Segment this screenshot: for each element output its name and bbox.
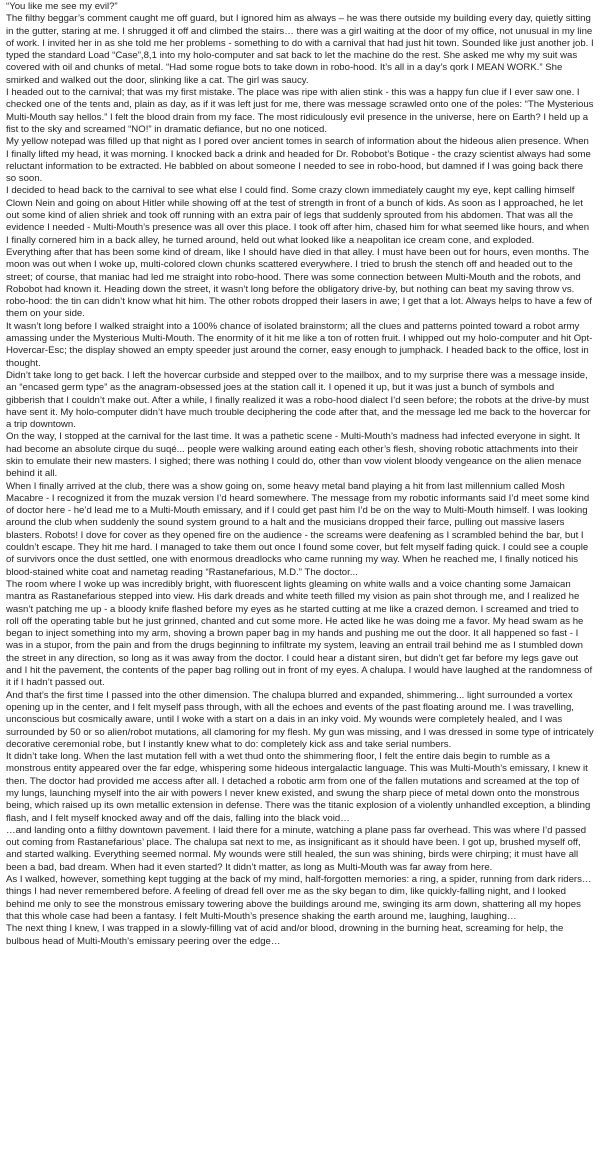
paragraph-4: My yellow notepad was filled up that night as I pored over ancient tomes in search of information about the hideous alien presence. When I finally lifted my head, it was morning. I knocked back a drink and headed for Dr. Robobot’s Botique - the crazy scientist always had some reluctant information to be extracted. He babbled on about someone I needed to see in robo-hood, but damned if I was going back there so soon. [6, 136, 591, 185]
paragraph-2: The filthy beggar’s comment caught me off guard, but I ignored him as always – he was there outside my building every day, quietly sitting in the gutter, staring at me. I shrugged it off and climbed the stairs… there was a girl waiting at the door of my office, not unusual in my line of work. I invited her in as she told me her problems - something to do with a carnival that had just hit town. Sounded like just another job. I typed the standard Load “Case”,8,1 into my holo-computer and sat back to let the machine do the rest. She asked me why my suit was covered with oil and chunks of metal. “Had some rogue bots to take down in robo-hood. It’s all in a day’s qork I MEAN WORK.” She smirked and walked out the door, slinking like a cat. The girl was saucy. [6, 13, 594, 86]
paragraph-6: Everything after that has been some kind of dream, like I should have died in that alley. I must have been out for hours, even months. The moon was out when I woke up, multi-colored clown chunks scattered everywhere. I tried to brush the stench off and headed out to the street; of course, that maniac had led me straight into robo-hood. There was some connection between Multi-Mouth and the robots, and Robobot had known it. Heading down the street, it wasn’t long before the obligatory drive-by, but nothing can beat my saving throw vs. robo-hood: the tin can didn’t know what hit him. The other robots dropped their lasers in awe; I get that a lot. Always helps to have a few of them on your side. [6, 246, 592, 320]
paragraph-12: And that’s the first time I passed into the other dimension. The chalupa blurred and expanded, shimmering... light surrounded a vortex opening up in the center, and I felt myself pass through, with all the echoes and events of the past floating around me. I was travelling, unconscious but cosmically aware, until I woke with a start on a dais in an inky void. My wounds were completely healed, and I was surrounded by 50 or so alien/robot mutations, all clamoring for my flesh. My gun was missing, and I was dressed in some type of intricately decorative ceremonial robe, but I instantly knew what to do: completely kick ass and take serial numbers. [6, 689, 594, 750]
paragraph-11: The room where I woke up was incredibly bright, with fluorescent lights gleaming on white walls and a voice chanting some Jamaican mantra as Rastanefarious stepped into view. His dark dreads and white teeth filled my vision as pain shot through me, and I realized he wasn’t patching me up - a bloody knife flashed before my eyes as he started cutting at me like a crazed demon. I screamed and tried to roll off the operating table but he just grinned, chanted and cut some more. He acted like he was doing me a favor. My head swam as he began to inject something into my arm, shoving a brown paper bag in my hands and pushing me out the door. It all happened so fast - I was in a stupor, from the pain and from the drugs beginning to infiltrate my system, leaving an entrail trail behind me as I stumbled down the street in any direction, so long as it was away from the doctor. I could hear a distant siren, but didn’t get far before my legs gave out and I hit the pavement, the contents of the paper bag rolling out in front of my eyes. A chalupa. I would have laughed at the randomness of it if I hadn’t passed out. [6, 578, 593, 689]
paragraph-5: I decided to head back to the carnival to see what else I could find. Some crazy clown immediately caught my eye, kept calling himself Clown Nein and going on about Hitler while showing off at the test of strength in front of a bunch of kids. As soon as I approached, he let out some kind of alien shriek and took off running with an extra pair of legs that suddenly sprouted from his abdomen. That was all the evidence I needed - Multi-Mouth’s presence was all over this place. I took off after him, chased him for what seemed like hours, and when I finally cornered him in a back alley, he turned around, held out what looked like a neapolitan ice cream cone, and exploded. [6, 185, 590, 246]
paragraph-9: On the way, I stopped at the carnival for the last time. It was a pathetic scene - Multi-Mouth’s madness had infected everyone in sight. It had become an absolute cirque du suqé... people were walking around eating each other’s flesh, shoving robotic attachments into their skin to emulate their new masters. I sighed; there was nothing I could do, other than vow violent bloody vengeance on the alien menace behind it all. [6, 431, 582, 480]
paragraph-15: As I walked, however, something kept tugging at the back of my mind, half-forgotten memories: a ring, a spider, running from dark riders… things I had never remembered before. A feeling of dread fell over me as the sky began to dim, like quickly-falling night, and I looked behind me only to see the monstrous emissary towering above the buildings around me, swinging its arm down, shattering all my hopes that this whole case had been a fantasy. I felt Multi-Mouth’s presence shaking the earth around me, laughing, laughing… [6, 874, 592, 922]
paragraph-1: “You like me see my evil?” [6, 1, 118, 12]
paragraph-10: When I finally arrived at the club, there was a show going on, some heavy metal band playing a hit from last millennium called Mosh Macabre - I recognized it from the muzak version I’d heard somewhere. The message from my robotic informants said I’d meet some kind of doctor here - he’d lead me to a Multi-Mouth emissary, and if I could get past him I’d be on the way to Multi-Mouth himself. I was looking around the club when suddenly the sound system ground to a halt and the musicians dropped their farce, pulling out massive lasers blasters. Robots! I dove for cover as they opened fire on the audience - the screams were deafening as I scrambled behind the bar, but I couldn’t escape. They hit me hard. I managed to take them out once I found some cover, but felt myself fading quick. I could see a couple of survivors once the dust settled, one with enormous dreadlocks who came running my way. When he reached me, I finally noticed his blood-stained white coat and nametag reading “Rastanefarious, M.D.” The doctor... [6, 480, 590, 578]
paragraph-8: Didn’t take long to get back. I left the hovercar curbside and stepped over to the mailbox, and to my surprise there was a message inside, an “encased germ type” as the anagram-obsessed joes at the station call it. I opened it up, but it was just a bunch of symbols and gibberish that I couldn’t make out. After a while, I finally realized it was a robo-hood dialect I’d seen before; the robots at the drive-by must have sent it. My holo-computer didn’t have much trouble deciphering the code after that, and the message led me back to the hovercar for a trip downtown. [6, 369, 591, 431]
paragraph-13: It didn’t take long. When the last mutation fell with a wet thud onto the shimmering floor, I felt the entire dais begin to rumble as a monstrous entity appeared over the far edge, whispering some hideous intergalactic language. This was Multi-Mouth’s emissary, I knew it then. The doctor had provided me access after all. I detached a robotic arm from one of the fallen mutations and screamed at the top of my lungs, launching myself into the air with powers I never knew existed, and swung the sharp piece of metal down onto the monstrous being, which raised up its own metallic extension in defense. There was the titanic explosion of a violently unhandled exception, a blinding flash, and I felt myself knocked away and off the dais, falling into the black void… [6, 751, 591, 824]
paragraph-3: I headed out to the carnival; that was my first mistake. The place was ripe with alien stink - this was a happy fun clue if I ever saw one. I checked one of the tents and, plain as day, as if it was left just for me, there was message scrawled onto one of the poles: “The Mysterious Multi-Mouth say hellos.” I felt the blood drain from my face. The most ridiculously evil presence in the universe, here on Earth? I held up a fist to the sky and screamed “NO!” in dramatic defiance, but no one noticed. [6, 87, 594, 135]
paragraph-14: …and landing onto a filthy downtown pavement. I laid there for a minute, watching a plane pass far overhead. This was where I’d passed out coming from Rastanefarious’ place. The chalupa sat next to me, as insignificant as it should have been. I got up, brushed myself off, and started walking. Everything seemed normal. My wounds were still healed, the sun was shining, birds were chirping; it must have all been a bad, bad dream. When had it even started? It didn’t matter, as long as Multi-Mouth was far away from here. [6, 824, 587, 873]
paragraph-7: It wasn’t long before I walked straight into a 100% chance of isolated brainstorm; all the clues and patterns pointed toward a robot army amassing under the Mysterious Multi-Mouth. The enormity of it hit me like a ton of rotten fruit. I whipped out my holo-computer and hit Opt-Hovercar-Esc; the display showed an empty speeder just around the corner, easy enough to jumphack. I headed back to the office, lost in thought. [6, 320, 593, 369]
paragraph-16: The next thing I knew, I was trapped in a slowly-filling vat of acid and/or blood, drowning in the burning heat, screaming for help, the bulbous head of Multi-Mouth’s emissary peering over the edge… [6, 923, 564, 947]
